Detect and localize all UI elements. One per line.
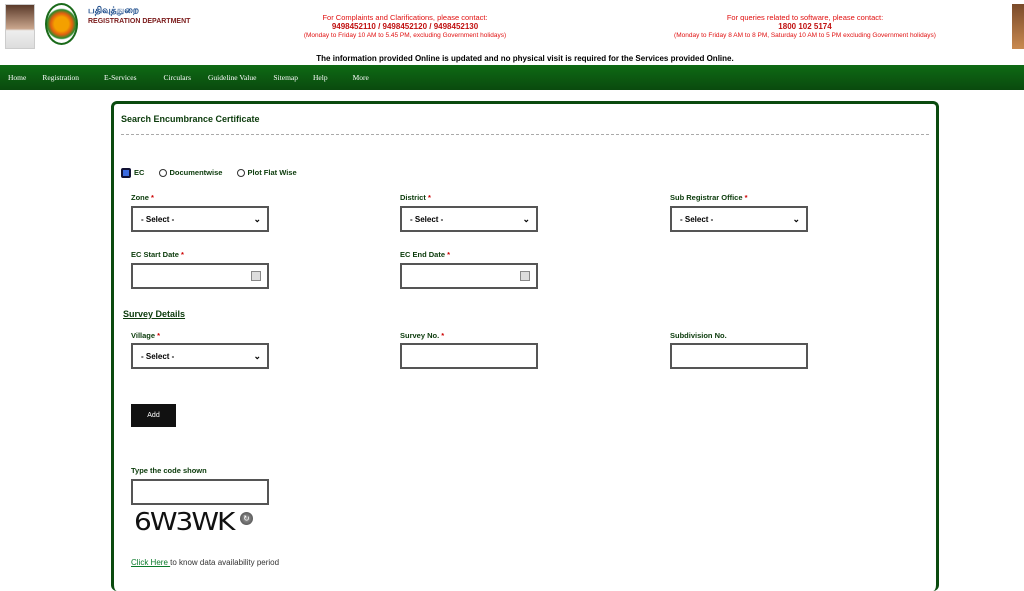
district-select[interactable]: - Select - ⌄ [400,206,538,232]
complaints-hours: (Monday to Friday 10 AM to 5.45 PM, excluding Government holidays) [303,32,507,39]
complaints-phones: 9498452110 / 9498452120 / 9498452130 [331,22,479,31]
nav-sitemap[interactable]: Sitemap [273,73,299,82]
dept-tamil-name: பதிவுத்துறை [88,5,139,15]
search-type-radios [121,168,297,178]
captcha-label: Type the code shown [131,466,207,475]
click-here-link[interactable]: Click Here [131,558,171,567]
nav-circulars[interactable]: Circulars [163,73,192,82]
start-date-input[interactable] [131,263,269,289]
official-photo [1012,4,1024,49]
radio-plot-label: Plot Flat Wise [247,168,297,177]
info-banner: The information provided Online is updated and no physical visit is required for the Services provided Online. [316,54,734,63]
captcha-input[interactable] [131,479,269,505]
nav-eservices[interactable]: E-Services [104,73,137,82]
complaints-contact [290,13,520,40]
start-date-label: EC Start Date * [131,250,184,259]
tn-emblem-logo [45,3,78,45]
complaints-text: For Complaints and Clarifications, please contact: [322,13,488,22]
link-rest-text: to know data availability period [170,558,280,567]
refresh-captcha-icon[interactable]: ↻ [240,512,253,525]
survey-no-input[interactable] [400,343,538,369]
calendar-icon[interactable] [520,271,530,281]
radio-ec-label: EC [134,168,145,177]
nav-registration[interactable]: Registration [42,73,80,82]
calendar-icon[interactable] [251,271,261,281]
radio-documentwise[interactable] [159,168,223,177]
radio-documentwise-label: Documentwise [169,168,223,177]
dept-name: REGISTRATION DEPARTMENT [88,18,191,25]
software-hours: (Monday to Friday 8 AM to 8 PM, Saturday 10 AM to 5 PM excluding Government holidays) [674,32,936,39]
subdivision-label: Subdivision No. [670,331,727,340]
chevron-down-icon: ⌄ [253,214,261,224]
data-availability-text [131,558,279,567]
subdivision-input[interactable] [670,343,808,369]
radio-plot-flat-wise[interactable] [237,168,297,177]
nav-more[interactable]: More [352,73,369,82]
nav-help[interactable]: Help [313,73,328,82]
sro-label: Sub Registrar Office * [670,193,748,202]
end-date-label: EC End Date * [400,250,451,259]
sro-select[interactable]: - Select - ⌄ [670,206,808,232]
add-button[interactable]: Add [131,404,176,427]
chevron-down-icon: ⌄ [792,214,800,224]
divider [121,134,929,135]
nav-home[interactable]: Home [8,73,27,82]
district-label: District * [400,193,431,202]
survey-no-label: Survey No. * [400,331,445,340]
software-phone: 1800 102 5174 [778,22,832,31]
radio-ec[interactable] [121,168,144,177]
zone-label: Zone * [131,193,154,202]
village-select[interactable]: - Select - ⌄ [131,343,269,369]
village-label: Village * [131,331,161,340]
software-text: For queries related to software, please contact: [726,13,884,22]
form-title: Search Encumbrance Certificate [121,114,260,124]
chevron-down-icon: ⌄ [522,214,530,224]
zone-select[interactable]: - Select - ⌄ [131,206,269,232]
main-nav [0,65,1024,90]
nav-guideline-value[interactable]: Guideline Value [208,73,257,82]
survey-details-heading: Survey Details [123,309,186,319]
chevron-down-icon: ⌄ [253,351,261,361]
software-contact [665,13,945,40]
captcha-image: 6W3WK [134,506,234,537]
minister-photo [5,4,35,49]
end-date-input[interactable] [400,263,538,289]
